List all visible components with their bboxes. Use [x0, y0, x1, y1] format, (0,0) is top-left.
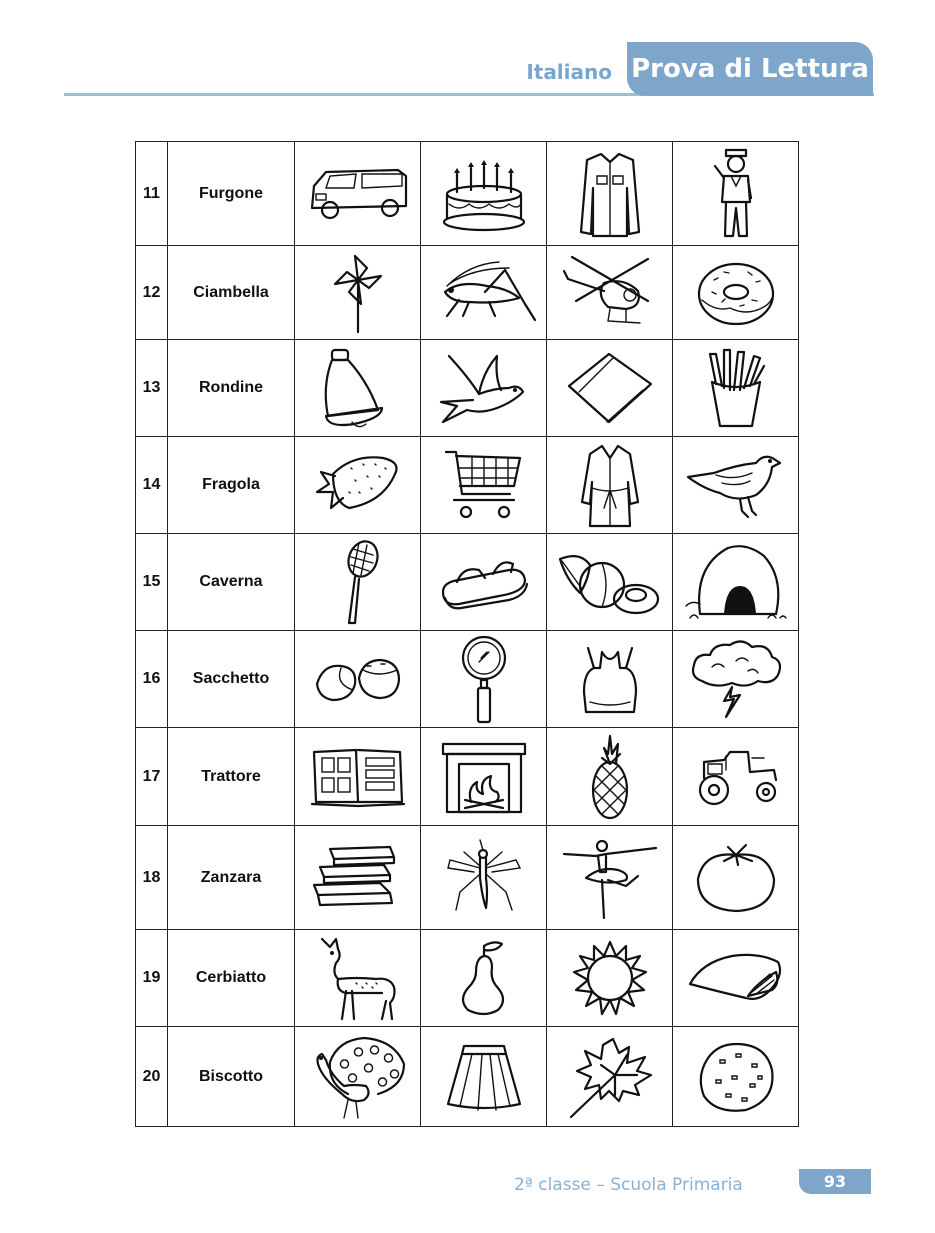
picture-cell[interactable] [295, 1027, 421, 1127]
picture-cell[interactable] [421, 142, 547, 246]
sailor-icon [711, 146, 761, 242]
table-row [136, 631, 799, 728]
row-word: Ciambella [168, 246, 295, 340]
row-word: Trattore [168, 728, 295, 826]
fireplace-icon [441, 740, 527, 814]
row-number: 15 [136, 534, 168, 631]
ballerina-icon [560, 836, 660, 920]
pineapple-icon [588, 734, 632, 820]
picture-cell[interactable] [421, 437, 547, 534]
row-number: 18 [136, 826, 168, 930]
picture-cell[interactable] [547, 728, 673, 826]
maple-leaf-icon [567, 1035, 653, 1119]
tomato-icon [694, 841, 778, 915]
row-number: 12 [136, 246, 168, 340]
picture-cell[interactable] [421, 826, 547, 930]
row-word: Caverna [168, 534, 295, 631]
strawberry-icon [313, 452, 403, 518]
picture-cell[interactable] [295, 437, 421, 534]
row-number: 16 [136, 631, 168, 728]
page-title: Prova di Lettura [627, 42, 873, 96]
picture-cell[interactable] [547, 340, 673, 437]
grasshopper-icon [429, 258, 539, 328]
table-row [136, 437, 799, 534]
picture-cell[interactable] [547, 142, 673, 246]
picture-cell[interactable] [673, 534, 799, 631]
birthday-cake-icon [439, 154, 529, 234]
picture-cell[interactable] [673, 340, 799, 437]
picture-cell[interactable] [421, 930, 547, 1027]
donut-icon [696, 258, 776, 328]
sandal-icon [439, 552, 529, 612]
picture-cell[interactable] [295, 246, 421, 340]
row-word: Zanzara [168, 826, 295, 930]
table-row [136, 1027, 799, 1127]
table-row [136, 930, 799, 1027]
fawn-icon [316, 935, 400, 1021]
french-fries-icon [704, 346, 768, 430]
row-word: Rondine [168, 340, 295, 437]
shirt-icon [575, 148, 645, 240]
helicopter-icon [560, 251, 660, 335]
picture-cell[interactable] [295, 340, 421, 437]
picture-cell[interactable] [421, 631, 547, 728]
pillow-icon [686, 948, 786, 1008]
picture-cell[interactable] [673, 631, 799, 728]
row-number: 11 [136, 142, 168, 246]
row-number: 14 [136, 437, 168, 534]
napkin-icon [565, 348, 655, 428]
row-word: Cerbiatto [168, 930, 295, 1027]
table-row [136, 728, 799, 826]
picture-cell[interactable] [673, 142, 799, 246]
bell-icon [318, 346, 398, 430]
picture-cell[interactable] [421, 728, 547, 826]
row-word: Sacchetto [168, 631, 295, 728]
picture-cell[interactable] [673, 826, 799, 930]
plastic-bag-icon [580, 642, 640, 716]
magnifying-glass-icon [459, 634, 509, 724]
picture-cell[interactable] [295, 142, 421, 246]
picture-cell[interactable] [295, 728, 421, 826]
page-number: 93 [799, 1169, 871, 1194]
peacock-icon [308, 1034, 408, 1120]
shopping-cart-icon [444, 448, 524, 522]
apricot-icon [558, 545, 662, 619]
picture-cell[interactable] [673, 728, 799, 826]
pinwheel-icon [333, 252, 383, 334]
picture-cell[interactable] [547, 631, 673, 728]
row-number: 17 [136, 728, 168, 826]
bathrobe-icon [580, 442, 640, 528]
tennis-racket-icon [335, 539, 381, 625]
row-number: 20 [136, 1027, 168, 1127]
picture-cell[interactable] [295, 631, 421, 728]
picture-cell[interactable] [547, 437, 673, 534]
table-row [136, 246, 799, 340]
stack-of-books-icon [310, 845, 406, 911]
pear-icon [454, 938, 514, 1018]
mosquito-icon [444, 838, 524, 918]
sun-icon [570, 938, 650, 1018]
picture-cell[interactable] [421, 340, 547, 437]
footer-class-label: 2ª classe – Scuola Primaria [514, 1175, 743, 1195]
skirt-icon [444, 1040, 524, 1114]
tractor-icon [690, 748, 782, 806]
hazelnuts-icon [313, 654, 403, 704]
table-row [136, 340, 799, 437]
pigeon-icon [686, 449, 786, 521]
row-word: Biscotto [168, 1027, 295, 1127]
picture-cell[interactable] [421, 1027, 547, 1127]
row-word: Furgone [168, 142, 295, 246]
open-book-icon [310, 746, 406, 808]
picture-cell[interactable] [421, 246, 547, 340]
picture-cell[interactable] [547, 1027, 673, 1127]
picture-cell[interactable] [673, 246, 799, 340]
picture-cell[interactable] [295, 826, 421, 930]
van-icon [306, 162, 410, 226]
picture-cell[interactable] [673, 437, 799, 534]
picture-cell[interactable] [295, 534, 421, 631]
cookie-icon [696, 1040, 776, 1114]
subject-label: Italiano [526, 60, 612, 84]
picture-cell[interactable] [547, 246, 673, 340]
row-number: 13 [136, 340, 168, 437]
row-number: 19 [136, 930, 168, 1027]
storm-cloud-icon [688, 637, 784, 721]
picture-cell[interactable] [421, 534, 547, 631]
swallow-icon [439, 348, 529, 428]
picture-cell[interactable] [547, 930, 673, 1027]
row-word: Fragola [168, 437, 295, 534]
picture-cell[interactable] [547, 534, 673, 631]
table-row [136, 142, 799, 246]
picture-cell[interactable] [295, 930, 421, 1027]
table-row [136, 534, 799, 631]
picture-cell[interactable] [547, 826, 673, 930]
picture-cell[interactable] [673, 930, 799, 1027]
reading-test-table [135, 141, 799, 1127]
cave-icon [684, 542, 788, 622]
picture-cell[interactable] [673, 1027, 799, 1127]
table-row [136, 826, 799, 930]
